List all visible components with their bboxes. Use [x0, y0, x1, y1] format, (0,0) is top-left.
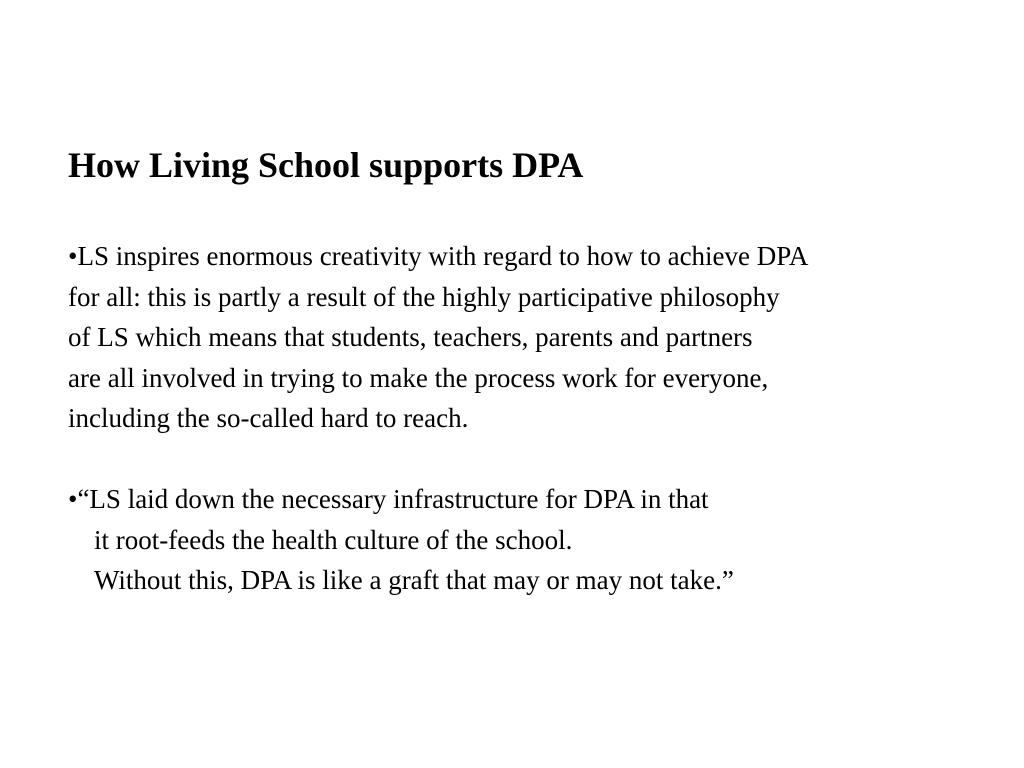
bullet-1-line-1: •LS inspires enormous creativity with regard to how to achieve DPA — [68, 241, 809, 271]
bullet-paragraph-2 — [68, 479, 734, 601]
bullet-1-line-5: including the so-called hard to reach. — [68, 403, 469, 433]
bullet-2-line-1: •“LS laid down the necessary infrastructure for DPA in that — [68, 484, 709, 514]
bullet-paragraph-1 — [68, 236, 808, 439]
bullet-2-line-3: Without this, DPA is like a graft that may or may not take.” — [94, 565, 734, 595]
bullet-1-line-3: of LS which means that students, teachers, parents and partners — [68, 322, 753, 352]
bullet-1-line-4: are all involved in trying to make the process work for everyone, — [68, 362, 769, 393]
bullet-1-line-2: for all: this is partly a result of the highly participative philosophy — [68, 281, 780, 312]
slide-title: How Living School supports DPA — [68, 145, 584, 185]
bullet-2-line-2: it root-feeds the health culture of the school. — [94, 524, 573, 555]
